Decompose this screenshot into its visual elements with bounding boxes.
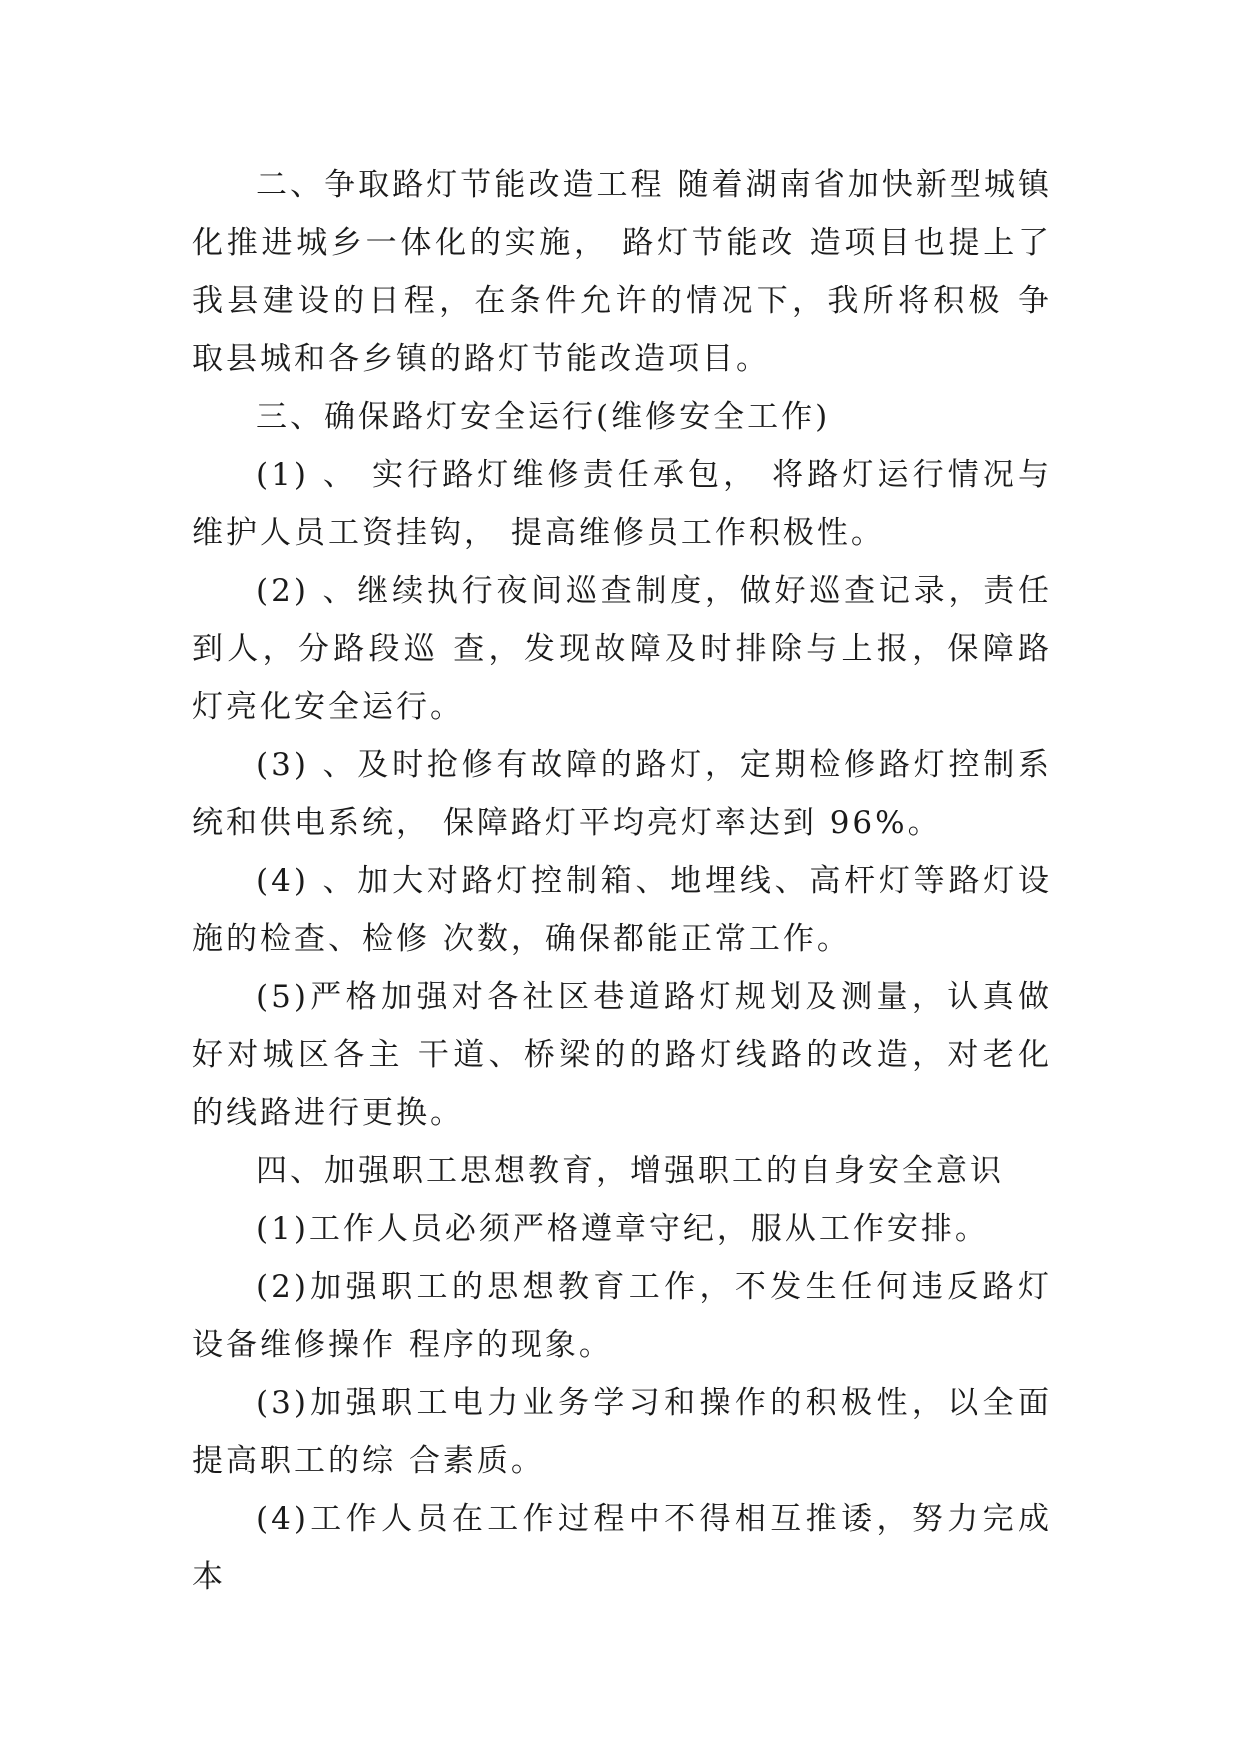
paragraph-item-1-responsibility: (1) 、 实行路灯维修责任承包， 将路灯运行情况与维护人员工资挂钩， 提高维修员工作积极性。 <box>192 457 1052 551</box>
heading-safe-operation: 三、确保路灯安全运行(维修安全工作) <box>256 399 831 435</box>
paragraph-item-4-inspection: (4) 、加大对路灯控制箱、地埋线、高杆灯等路灯设施的检查、检修 次数，确保都能正常工作。 <box>192 863 1052 957</box>
heading-staff-education: 四、加强职工思想教育，增强职工的自身安全意识 <box>256 1153 1004 1189</box>
paragraph-education-item-2: (2)加强职工的思想教育工作，不发生任何违反路灯设备维修操作 程序的现象。 <box>192 1269 1052 1363</box>
paragraph-education-item-4: (4)工作人员在工作过程中不得相互推诿，努力完成本 <box>192 1501 1052 1595</box>
paragraph-energy-saving-project: 二、争取路灯节能改造工程 随着湖南省加快新型城镇化推进城乡一体化的实施， 路灯节能改 造项目也提上了我县建设的日程，在条件允许的情况下，我所将积极 争取县城和各乡镇的路灯节能改造项目。 <box>192 167 1052 377</box>
paragraph-item-2-night-patrol: (2) 、继续执行夜间巡查制度，做好巡查记录，责任到人，分路段巡 查，发现故障及时排除与上报，保障路灯亮化安全运行。 <box>192 573 1052 725</box>
paragraph-item-3-repair: (3) 、及时抢修有故障的路灯，定期检修路灯控制系统和供电系统， 保障路灯平均亮灯率达到 96%。 <box>192 747 1052 841</box>
paragraph-education-item-1: (1)工作人员必须严格遵章守纪，服从工作安排。 <box>256 1211 989 1247</box>
document-body <box>192 156 1052 1606</box>
paragraph-education-item-3: (3)加强职工电力业务学习和操作的积极性，以全面提高职工的综 合素质。 <box>192 1385 1052 1479</box>
paragraph-item-5-planning: (5)严格加强对各社区巷道路灯规划及测量，认真做好对城区各主 干道、桥梁的的路灯线路的改造，对老化的线路进行更换。 <box>192 979 1052 1131</box>
